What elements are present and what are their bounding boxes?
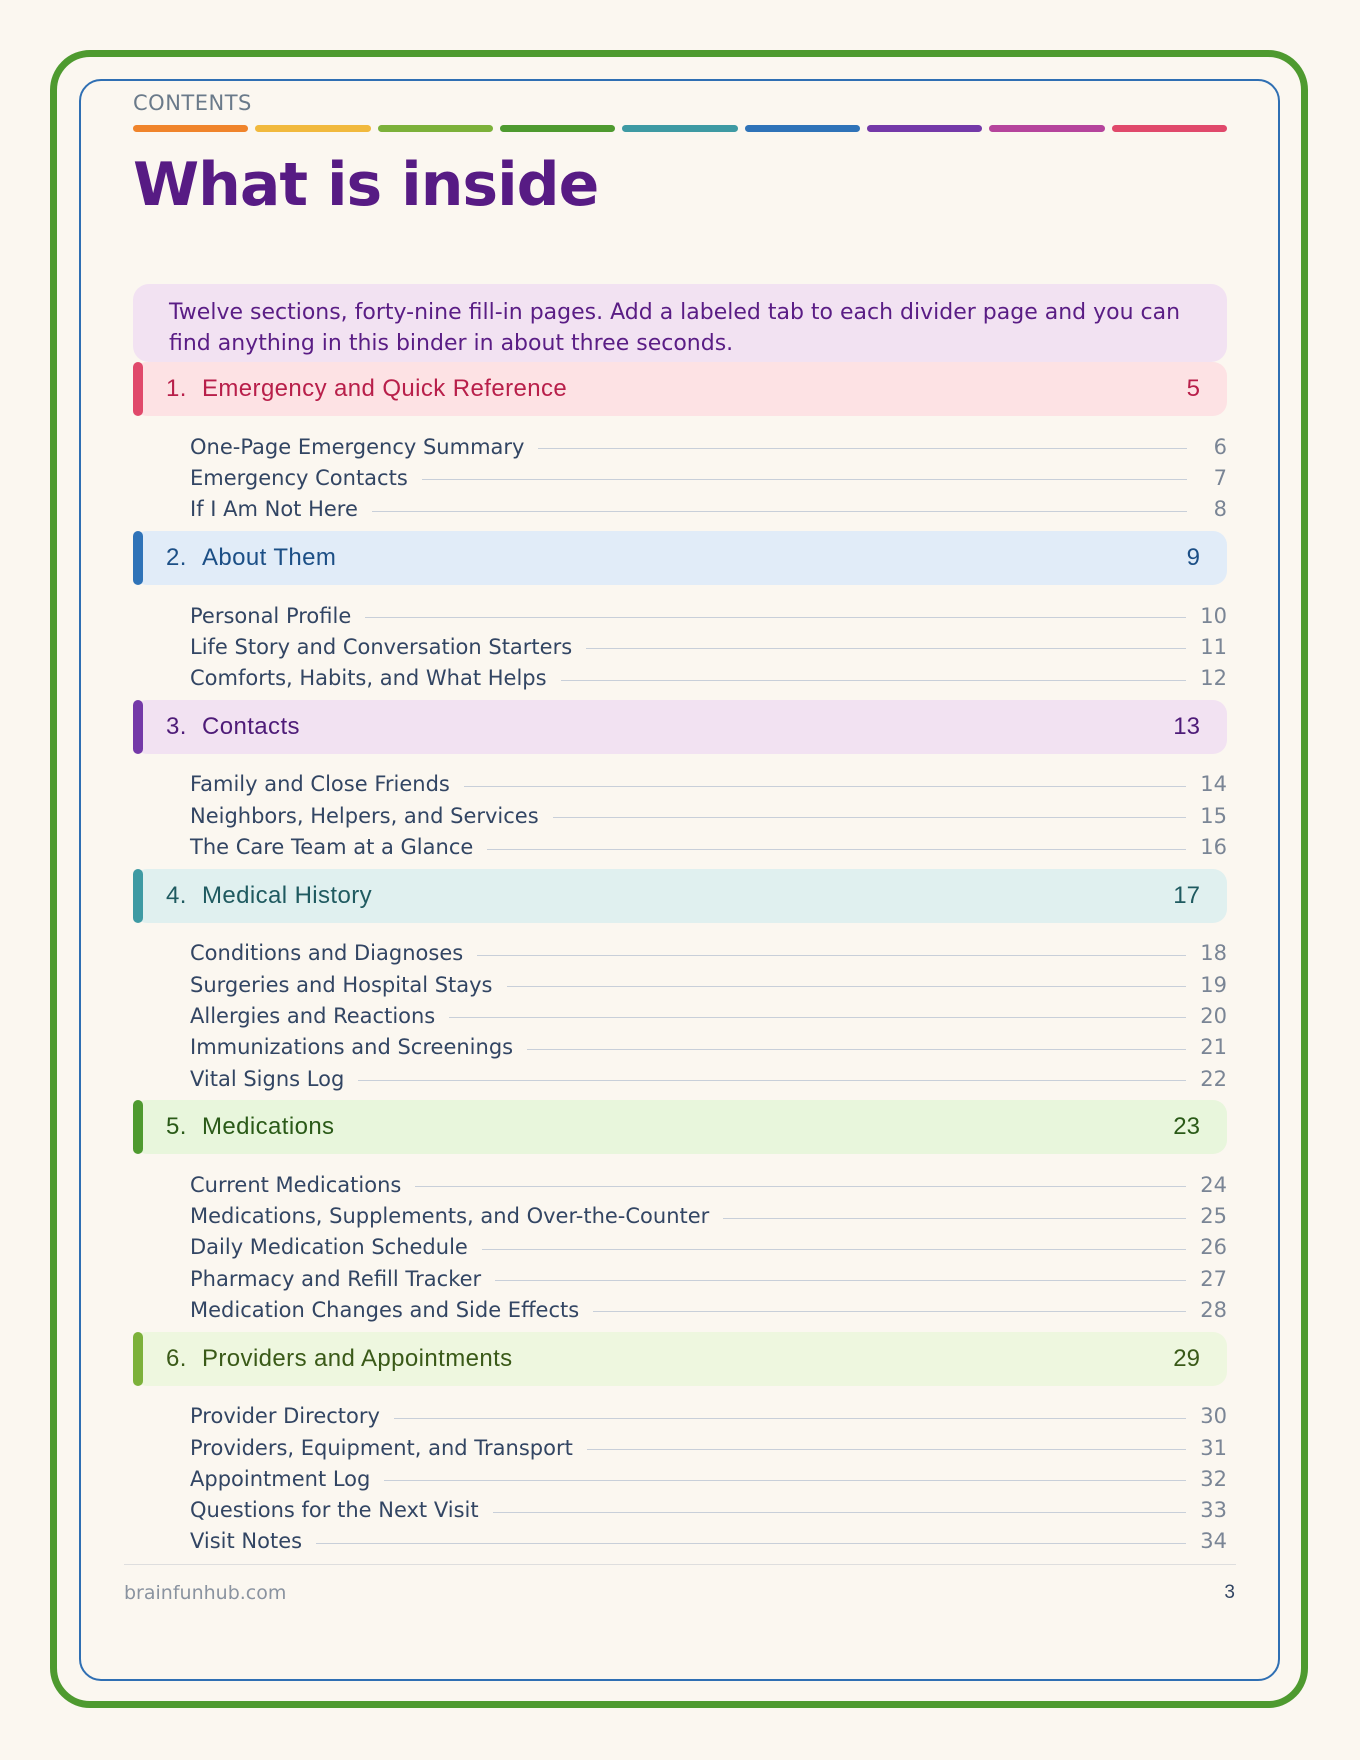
section-entries (133, 431, 1227, 525)
toc-entry[interactable] (190, 431, 1227, 462)
leader-line (449, 1017, 1186, 1018)
toc-entry[interactable] (190, 1200, 1227, 1231)
color-bar-segment (1112, 125, 1227, 132)
section-accent (133, 531, 143, 585)
toc-entry[interactable] (190, 600, 1227, 631)
leader-line (586, 648, 1186, 649)
footer-divider (124, 1564, 1236, 1565)
toc-entry[interactable] (190, 494, 1227, 525)
section-page-number: 13 (1173, 712, 1200, 740)
toc-entry-page: 22 (1200, 1066, 1227, 1091)
page-title: What is inside (133, 150, 599, 220)
toc-entry-label: Vital Signs Log (190, 1066, 345, 1091)
section-page-number: 17 (1173, 881, 1200, 909)
toc-entry[interactable] (190, 462, 1227, 493)
toc-entry-label: Comforts, Habits, and What Helps (190, 666, 547, 691)
toc-entry-page: 32 (1200, 1466, 1227, 1491)
toc-entry-page: 16 (1200, 835, 1227, 860)
intro-text: Twelve sections, forty-nine fill-in pages. Add a labeled tab to each divider page and you can find anything in this binder in about three seconds. (169, 300, 1181, 356)
toc-entry-label: Immunizations and Screenings (190, 1035, 514, 1060)
section-entries (133, 1169, 1227, 1325)
leader-line (482, 1249, 1186, 1250)
leader-line (561, 680, 1187, 681)
toc-entry[interactable] (190, 1401, 1227, 1432)
section-accent (133, 1332, 143, 1386)
toc-entry[interactable] (190, 1063, 1227, 1094)
leader-line (372, 511, 1187, 512)
section-title: Emergency and Quick Reference (202, 375, 568, 402)
toc-entry-page: 18 (1200, 941, 1227, 966)
leader-line (477, 955, 1186, 956)
toc-entry-page: 31 (1200, 1435, 1227, 1460)
toc-entry[interactable] (190, 969, 1227, 1000)
toc-entry-label: One-Page Emergency Summary (190, 434, 525, 459)
color-bar-segment (378, 125, 493, 132)
section-title: Medications (202, 1113, 335, 1141)
toc-entry-label: Neighbors, Helpers, and Services (190, 803, 539, 828)
toc-entry-label: Surgeries and Hospital Stays (190, 972, 493, 997)
toc-entry[interactable] (190, 938, 1227, 969)
toc-entry-label: Medication Changes and Side Effects (190, 1297, 580, 1322)
section-number: 6. (166, 1344, 187, 1372)
section-entries (133, 1401, 1227, 1557)
toc-entry[interactable] (190, 1032, 1227, 1063)
color-bar-segment (255, 125, 370, 132)
toc-entry-label: Conditions and Diagnoses (190, 941, 464, 966)
section-entries (133, 600, 1227, 694)
leader-line (422, 479, 1187, 480)
toc-entry-label: The Care Team at a Glance (190, 835, 474, 860)
toc-entry[interactable] (190, 769, 1227, 800)
leader-line (495, 1280, 1186, 1281)
toc-entry-label: Providers, Equipment, and Transport (190, 1435, 573, 1460)
section-entries (133, 769, 1227, 863)
toc-entry[interactable] (190, 662, 1227, 693)
section-accent (133, 1100, 143, 1154)
toc-entry-page: 6 (1213, 434, 1227, 459)
toc-entry-page: 11 (1200, 634, 1227, 659)
toc-entry[interactable] (190, 800, 1227, 831)
toc-entry[interactable] (190, 1294, 1227, 1325)
section-number: 5. (166, 1113, 187, 1141)
toc-entry-page: 27 (1200, 1266, 1227, 1291)
toc-entry[interactable] (190, 1495, 1227, 1526)
toc-entry-page: 34 (1200, 1529, 1227, 1554)
color-bar-segment (622, 125, 737, 132)
section-accent (133, 362, 143, 416)
leader-line (464, 786, 1186, 787)
toc-entry-label: Life Story and Conversation Starters (190, 634, 573, 659)
section-accent (133, 869, 143, 923)
intro-callout (133, 284, 1227, 362)
color-bar-segment (867, 125, 982, 132)
footer-page-number: 3 (1224, 1582, 1235, 1603)
section-number: 4. (166, 881, 187, 909)
toc-entry[interactable] (190, 1263, 1227, 1294)
toc-entry-page: 21 (1200, 1035, 1227, 1060)
section-number: 2. (166, 543, 187, 571)
toc-entry[interactable] (190, 631, 1227, 662)
section-title: Medical History (202, 881, 373, 909)
leader-line (723, 1218, 1186, 1219)
section-header[interactable] (133, 362, 1227, 416)
toc-entry-label: Pharmacy and Refill Tracker (190, 1266, 482, 1291)
color-bar (133, 125, 1227, 132)
footer-site: brainfunhub.com (124, 1582, 287, 1604)
toc-entry-page: 26 (1200, 1235, 1227, 1260)
section-page-number: 5 (1186, 375, 1200, 402)
toc-entry-page: 33 (1200, 1498, 1227, 1523)
section-page-number: 23 (1173, 1113, 1200, 1141)
section-number: 3. (166, 712, 187, 740)
toc-entry[interactable] (190, 831, 1227, 862)
toc-entry-label: Visit Notes (190, 1529, 303, 1554)
toc-entry[interactable] (190, 1463, 1227, 1494)
section-number: 1. (166, 375, 187, 402)
toc-entry-page: 7 (1213, 465, 1227, 490)
section-page-number: 9 (1186, 543, 1200, 571)
section-header[interactable] (133, 1332, 1227, 1386)
toc-entry-label: Family and Close Friends (190, 772, 450, 797)
color-bar-segment (500, 125, 615, 132)
color-bar-segment (745, 125, 860, 132)
section-page-number: 29 (1173, 1344, 1200, 1372)
leader-line (394, 1418, 1186, 1419)
leader-line (538, 448, 1187, 449)
section-header[interactable] (133, 869, 1227, 923)
toc-entry-page: 12 (1200, 666, 1227, 691)
toc-entry-label: Appointment Log (190, 1466, 371, 1491)
toc-entry-label: If I Am Not Here (190, 497, 358, 522)
toc-entry-page: 20 (1200, 1003, 1227, 1028)
toc-entry-page: 19 (1200, 972, 1227, 997)
leader-line (507, 986, 1187, 987)
section-entries (133, 938, 1227, 1094)
toc-entry[interactable] (190, 1169, 1227, 1200)
toc-entry-page: 8 (1213, 497, 1227, 522)
toc-entry[interactable] (190, 1000, 1227, 1031)
toc-entry-label: Current Medications (190, 1172, 402, 1197)
toc-entry-label: Medications, Supplements, and Over-the-Counter (190, 1204, 710, 1229)
toc-entry-page: 14 (1200, 772, 1227, 797)
color-bar-segment (989, 125, 1104, 132)
leader-line (587, 1449, 1186, 1450)
section-header[interactable] (133, 700, 1227, 754)
leader-line (365, 617, 1186, 618)
toc-entry-page: 24 (1200, 1172, 1227, 1197)
toc-entry-label: Provider Directory (190, 1404, 380, 1429)
toc-entry-label: Personal Profile (190, 603, 352, 628)
toc-entry-label: Daily Medication Schedule (190, 1235, 468, 1260)
leader-line (527, 1049, 1186, 1050)
toc-entry[interactable] (190, 1232, 1227, 1263)
toc-entry-label: Emergency Contacts (190, 465, 408, 490)
leader-line (593, 1311, 1186, 1312)
table-of-contents (133, 362, 1227, 1563)
toc-entry-label: Allergies and Reactions (190, 1003, 436, 1028)
toc-entry-page: 30 (1200, 1404, 1227, 1429)
contents-kicker: CONTENTS (133, 91, 252, 115)
leader-line (358, 1080, 1186, 1081)
toc-entry-page: 10 (1200, 603, 1227, 628)
toc-entry[interactable] (190, 1432, 1227, 1463)
toc-entry[interactable] (190, 1526, 1227, 1557)
toc-entry-page: 28 (1200, 1297, 1227, 1322)
leader-line (487, 849, 1186, 850)
toc-entry-label: Questions for the Next Visit (190, 1498, 479, 1523)
toc-entry-page: 15 (1200, 803, 1227, 828)
section-header[interactable] (133, 1100, 1227, 1154)
leader-line (493, 1512, 1187, 1513)
leader-line (316, 1543, 1186, 1544)
leader-line (415, 1186, 1186, 1187)
toc-entry-page: 25 (1200, 1204, 1227, 1229)
color-bar-segment (133, 125, 248, 132)
leader-line (553, 817, 1187, 818)
section-title: Providers and Appointments (202, 1344, 513, 1372)
leader-line (384, 1480, 1186, 1481)
section-title: Contacts (202, 712, 300, 740)
section-header[interactable] (133, 531, 1227, 585)
section-accent (133, 700, 143, 754)
section-title: About Them (202, 543, 337, 571)
